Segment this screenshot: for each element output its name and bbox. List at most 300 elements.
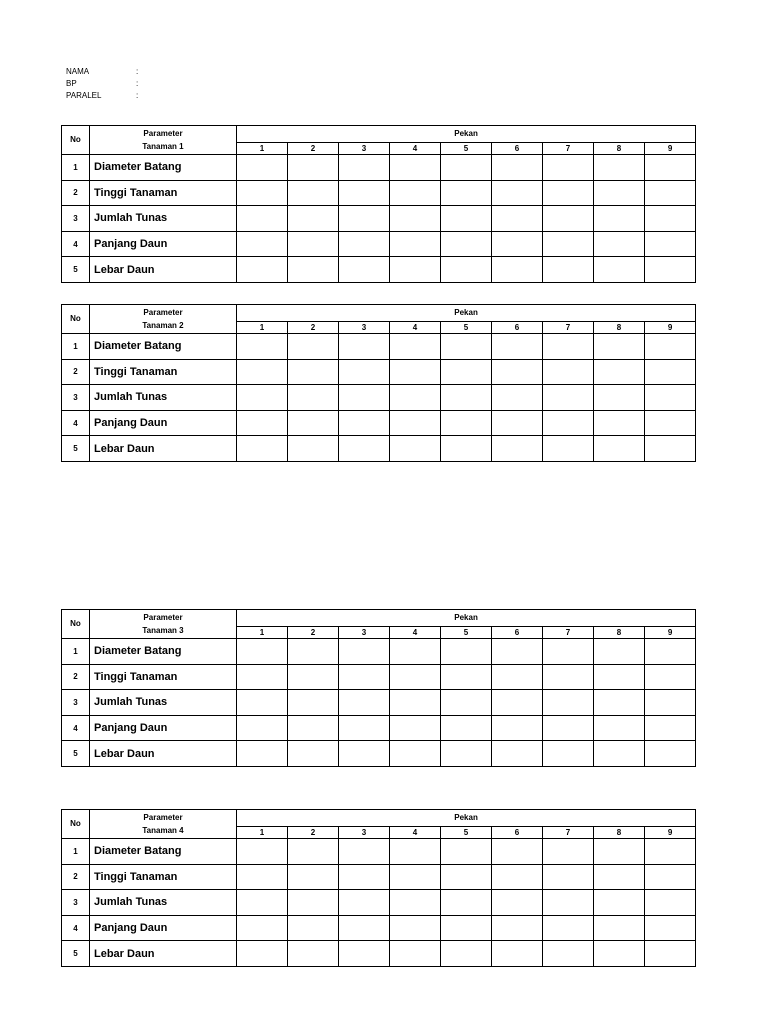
week-header: 8 [594, 322, 645, 334]
parameter-name: Jumlah Tunas [90, 890, 237, 916]
data-cell[interactable] [288, 410, 339, 436]
parameter-name: Jumlah Tunas [90, 385, 237, 411]
data-cell[interactable] [288, 864, 339, 890]
week-header: 7 [543, 627, 594, 639]
table-row [62, 180, 696, 206]
info-label: NAMA [66, 67, 90, 76]
data-cell[interactable] [288, 715, 339, 741]
no-header: No [62, 610, 90, 639]
data-cell[interactable] [339, 334, 390, 360]
row-number: 4 [62, 231, 90, 257]
data-cell[interactable] [288, 385, 339, 411]
data-cell[interactable] [237, 231, 288, 257]
parameter-name: Lebar Daun [90, 941, 237, 967]
table-row [62, 941, 696, 967]
parameter-name: Diameter Batang [90, 155, 237, 181]
data-cell[interactable] [237, 941, 288, 967]
data-cell[interactable] [492, 436, 543, 462]
data-cell[interactable] [492, 839, 543, 865]
data-cell[interactable] [594, 155, 645, 181]
data-cell[interactable] [543, 915, 594, 941]
data-cell[interactable] [543, 334, 594, 360]
data-cell[interactable] [237, 359, 288, 385]
data-cell[interactable] [288, 664, 339, 690]
data-cell[interactable] [645, 155, 696, 181]
data-cell[interactable] [645, 690, 696, 716]
data-cell[interactable] [390, 206, 441, 232]
data-cell[interactable] [594, 890, 645, 916]
data-cell[interactable] [441, 155, 492, 181]
data-cell[interactable] [543, 410, 594, 436]
data-cell[interactable] [339, 639, 390, 665]
week-header: 3 [339, 322, 390, 334]
parameter-name: Panjang Daun [90, 231, 237, 257]
plant-label: Tanaman 1 [142, 142, 184, 151]
week-header: 7 [543, 827, 594, 839]
week-header: 1 [237, 627, 288, 639]
data-cell[interactable] [645, 890, 696, 916]
data-cell[interactable] [441, 410, 492, 436]
data-cell[interactable] [645, 664, 696, 690]
parameter-name: Lebar Daun [90, 257, 237, 283]
week-header: 2 [288, 322, 339, 334]
parameter-header [90, 126, 237, 155]
week-header: 5 [441, 322, 492, 334]
week-header: 9 [645, 322, 696, 334]
data-cell[interactable] [543, 359, 594, 385]
week-header: 7 [543, 143, 594, 155]
data-cell[interactable] [645, 385, 696, 411]
data-cell[interactable] [390, 864, 441, 890]
data-cell[interactable] [237, 839, 288, 865]
data-cell[interactable] [390, 155, 441, 181]
plant-label: Tanaman 2 [142, 321, 184, 330]
parameter-name: Lebar Daun [90, 436, 237, 462]
parameter-label: Parameter [143, 813, 183, 822]
parameter-label: Parameter [143, 613, 183, 622]
data-cell[interactable] [492, 257, 543, 283]
data-cell[interactable] [237, 715, 288, 741]
week-header: 4 [390, 143, 441, 155]
row-number: 4 [62, 915, 90, 941]
data-cell[interactable] [237, 690, 288, 716]
info-label: BP [66, 79, 77, 88]
data-cell[interactable] [594, 715, 645, 741]
data-cell[interactable] [390, 410, 441, 436]
week-header: 3 [339, 143, 390, 155]
parameter-header [90, 305, 237, 334]
data-cell[interactable] [237, 639, 288, 665]
data-cell[interactable] [543, 639, 594, 665]
data-cell[interactable] [390, 915, 441, 941]
week-header: 2 [288, 627, 339, 639]
observation-table-2 [61, 304, 696, 462]
data-cell[interactable] [237, 864, 288, 890]
data-cell[interactable] [594, 941, 645, 967]
data-cell[interactable] [441, 915, 492, 941]
data-cell[interactable] [390, 334, 441, 360]
data-cell[interactable] [339, 257, 390, 283]
data-cell[interactable] [645, 864, 696, 890]
parameter-name: Panjang Daun [90, 715, 237, 741]
data-cell[interactable] [645, 206, 696, 232]
data-cell[interactable] [339, 715, 390, 741]
data-cell[interactable] [288, 206, 339, 232]
data-cell[interactable] [594, 639, 645, 665]
data-cell[interactable] [390, 385, 441, 411]
week-header: 8 [594, 827, 645, 839]
parameter-name: Jumlah Tunas [90, 690, 237, 716]
week-header: 4 [390, 322, 441, 334]
row-number: 5 [62, 741, 90, 767]
week-header: 5 [441, 827, 492, 839]
data-cell[interactable] [543, 890, 594, 916]
parameter-name: Jumlah Tunas [90, 206, 237, 232]
data-cell[interactable] [288, 741, 339, 767]
data-cell[interactable] [594, 206, 645, 232]
data-cell[interactable] [237, 915, 288, 941]
data-cell[interactable] [390, 436, 441, 462]
pekan-header: Pekan [237, 810, 696, 827]
data-cell[interactable] [339, 915, 390, 941]
week-header: 6 [492, 627, 543, 639]
row-number: 1 [62, 839, 90, 865]
week-header: 1 [237, 322, 288, 334]
row-number: 5 [62, 941, 90, 967]
data-cell[interactable] [594, 257, 645, 283]
data-cell[interactable] [288, 334, 339, 360]
data-cell[interactable] [441, 690, 492, 716]
data-cell[interactable] [390, 941, 441, 967]
week-header: 5 [441, 627, 492, 639]
table-row [62, 639, 696, 665]
table-row [62, 334, 696, 360]
data-cell[interactable] [237, 410, 288, 436]
data-cell[interactable] [594, 231, 645, 257]
no-header: No [62, 126, 90, 155]
data-cell[interactable] [492, 741, 543, 767]
week-header: 6 [492, 143, 543, 155]
data-cell[interactable] [543, 206, 594, 232]
info-row-paralel [66, 90, 146, 102]
row-number: 1 [62, 155, 90, 181]
parameter-name: Diameter Batang [90, 839, 237, 865]
table-row [62, 839, 696, 865]
pekan-header: Pekan [237, 126, 696, 143]
data-cell[interactable] [237, 385, 288, 411]
week-header: 7 [543, 322, 594, 334]
data-cell[interactable] [594, 385, 645, 411]
data-cell[interactable] [492, 864, 543, 890]
data-cell[interactable] [543, 385, 594, 411]
parameter-name: Panjang Daun [90, 915, 237, 941]
data-cell[interactable] [237, 436, 288, 462]
data-cell[interactable] [237, 890, 288, 916]
data-cell[interactable] [237, 180, 288, 206]
info-row-bp [66, 78, 146, 90]
data-cell[interactable] [645, 941, 696, 967]
parameter-name: Tinggi Tanaman [90, 359, 237, 385]
table-row [62, 385, 696, 411]
no-header: No [62, 810, 90, 839]
data-cell[interactable] [492, 231, 543, 257]
info-colon: : [136, 67, 139, 76]
week-header: 3 [339, 827, 390, 839]
data-cell[interactable] [390, 664, 441, 690]
data-cell[interactable] [492, 915, 543, 941]
table-row [62, 257, 696, 283]
data-cell[interactable] [543, 839, 594, 865]
data-cell[interactable] [288, 890, 339, 916]
data-cell[interactable] [339, 890, 390, 916]
data-cell[interactable] [288, 436, 339, 462]
row-number: 4 [62, 715, 90, 741]
data-cell[interactable] [390, 690, 441, 716]
data-cell[interactable] [339, 180, 390, 206]
data-cell[interactable] [390, 890, 441, 916]
data-cell[interactable] [492, 180, 543, 206]
week-header: 8 [594, 627, 645, 639]
data-cell[interactable] [594, 864, 645, 890]
student-info [66, 66, 146, 102]
data-cell[interactable] [492, 334, 543, 360]
data-cell[interactable] [339, 741, 390, 767]
data-cell[interactable] [645, 359, 696, 385]
data-cell[interactable] [543, 436, 594, 462]
pekan-header: Pekan [237, 305, 696, 322]
data-cell[interactable] [390, 839, 441, 865]
data-cell[interactable] [339, 664, 390, 690]
week-header: 3 [339, 627, 390, 639]
data-cell[interactable] [441, 180, 492, 206]
data-cell[interactable] [288, 155, 339, 181]
table-row [62, 359, 696, 385]
week-header: 9 [645, 627, 696, 639]
week-header: 2 [288, 827, 339, 839]
row-number: 2 [62, 864, 90, 890]
data-cell[interactable] [390, 257, 441, 283]
data-cell[interactable] [339, 231, 390, 257]
data-cell[interactable] [441, 639, 492, 665]
data-cell[interactable] [492, 890, 543, 916]
row-number: 2 [62, 180, 90, 206]
data-cell[interactable] [492, 941, 543, 967]
observation-table-1 [61, 125, 696, 283]
row-number: 3 [62, 690, 90, 716]
data-cell[interactable] [339, 385, 390, 411]
table-row [62, 690, 696, 716]
data-cell[interactable] [492, 664, 543, 690]
week-header: 8 [594, 143, 645, 155]
data-cell[interactable] [492, 715, 543, 741]
table-row [62, 155, 696, 181]
week-header: 4 [390, 827, 441, 839]
row-number: 1 [62, 334, 90, 360]
row-number: 5 [62, 436, 90, 462]
data-cell[interactable] [288, 257, 339, 283]
data-cell[interactable] [645, 741, 696, 767]
data-cell[interactable] [543, 231, 594, 257]
data-cell[interactable] [492, 206, 543, 232]
data-cell[interactable] [441, 359, 492, 385]
data-cell[interactable] [441, 231, 492, 257]
data-cell[interactable] [543, 715, 594, 741]
row-number: 3 [62, 890, 90, 916]
data-cell[interactable] [594, 410, 645, 436]
data-cell[interactable] [339, 864, 390, 890]
data-cell[interactable] [441, 839, 492, 865]
row-number: 2 [62, 664, 90, 690]
data-cell[interactable] [441, 741, 492, 767]
data-cell[interactable] [594, 741, 645, 767]
data-cell[interactable] [288, 915, 339, 941]
data-cell[interactable] [288, 690, 339, 716]
data-cell[interactable] [645, 180, 696, 206]
data-cell[interactable] [543, 257, 594, 283]
data-cell[interactable] [339, 206, 390, 232]
week-header: 6 [492, 322, 543, 334]
data-cell[interactable] [339, 410, 390, 436]
parameter-name: Diameter Batang [90, 334, 237, 360]
data-cell[interactable] [594, 359, 645, 385]
table-row [62, 741, 696, 767]
info-colon: : [136, 91, 139, 100]
data-cell[interactable] [492, 359, 543, 385]
data-cell[interactable] [288, 231, 339, 257]
data-cell[interactable] [645, 334, 696, 360]
data-cell[interactable] [645, 257, 696, 283]
table-row [62, 915, 696, 941]
data-cell[interactable] [339, 155, 390, 181]
data-cell[interactable] [339, 839, 390, 865]
data-cell[interactable] [645, 231, 696, 257]
data-cell[interactable] [543, 180, 594, 206]
data-cell[interactable] [543, 155, 594, 181]
parameter-label: Parameter [143, 129, 183, 138]
data-cell[interactable] [237, 334, 288, 360]
data-cell[interactable] [543, 690, 594, 716]
data-cell[interactable] [441, 715, 492, 741]
data-cell[interactable] [441, 385, 492, 411]
data-cell[interactable] [441, 864, 492, 890]
parameter-name: Tinggi Tanaman [90, 180, 237, 206]
data-cell[interactable] [390, 741, 441, 767]
parameter-name: Lebar Daun [90, 741, 237, 767]
data-cell[interactable] [339, 359, 390, 385]
week-header: 1 [237, 143, 288, 155]
data-cell[interactable] [441, 890, 492, 916]
parameter-header [90, 810, 237, 839]
data-cell[interactable] [594, 334, 645, 360]
row-number: 4 [62, 410, 90, 436]
data-cell[interactable] [645, 839, 696, 865]
pekan-header: Pekan [237, 610, 696, 627]
data-cell[interactable] [288, 180, 339, 206]
table-row [62, 715, 696, 741]
observation-table-4 [61, 809, 696, 967]
data-cell[interactable] [492, 385, 543, 411]
data-cell[interactable] [441, 941, 492, 967]
data-cell[interactable] [441, 664, 492, 690]
data-cell[interactable] [543, 741, 594, 767]
data-cell[interactable] [390, 715, 441, 741]
data-cell[interactable] [288, 639, 339, 665]
data-cell[interactable] [594, 436, 645, 462]
week-header: 4 [390, 627, 441, 639]
parameter-name: Panjang Daun [90, 410, 237, 436]
data-cell[interactable] [645, 915, 696, 941]
data-cell[interactable] [237, 257, 288, 283]
data-cell[interactable] [594, 915, 645, 941]
data-cell[interactable] [543, 941, 594, 967]
data-cell[interactable] [543, 864, 594, 890]
data-cell[interactable] [237, 206, 288, 232]
data-cell[interactable] [288, 839, 339, 865]
data-cell[interactable] [441, 206, 492, 232]
data-cell[interactable] [594, 180, 645, 206]
table-row [62, 864, 696, 890]
week-header: 2 [288, 143, 339, 155]
data-cell[interactable] [645, 639, 696, 665]
no-header: No [62, 305, 90, 334]
data-cell[interactable] [288, 941, 339, 967]
data-cell[interactable] [288, 359, 339, 385]
data-cell[interactable] [492, 690, 543, 716]
data-cell[interactable] [339, 941, 390, 967]
data-cell[interactable] [492, 639, 543, 665]
week-header: 9 [645, 143, 696, 155]
data-cell[interactable] [645, 436, 696, 462]
data-cell[interactable] [594, 664, 645, 690]
data-cell[interactable] [390, 231, 441, 257]
data-cell[interactable] [441, 257, 492, 283]
week-header: 9 [645, 827, 696, 839]
week-header: 1 [237, 827, 288, 839]
info-row-nama [66, 66, 146, 78]
parameter-name: Diameter Batang [90, 639, 237, 665]
data-cell[interactable] [390, 639, 441, 665]
parameter-label: Parameter [143, 308, 183, 317]
data-cell[interactable] [645, 715, 696, 741]
data-cell[interactable] [339, 690, 390, 716]
info-label: PARALEL [66, 91, 102, 100]
table-row [62, 231, 696, 257]
data-cell[interactable] [441, 334, 492, 360]
data-cell[interactable] [339, 436, 390, 462]
data-cell[interactable] [543, 664, 594, 690]
table-row [62, 206, 696, 232]
parameter-header [90, 610, 237, 639]
data-cell[interactable] [390, 359, 441, 385]
data-cell[interactable] [594, 690, 645, 716]
row-number: 3 [62, 206, 90, 232]
table-row [62, 436, 696, 462]
data-cell[interactable] [441, 436, 492, 462]
data-cell[interactable] [645, 410, 696, 436]
week-header: 6 [492, 827, 543, 839]
table-row [62, 890, 696, 916]
data-cell[interactable] [492, 410, 543, 436]
data-cell[interactable] [390, 180, 441, 206]
table-row [62, 664, 696, 690]
data-cell[interactable] [237, 155, 288, 181]
data-cell[interactable] [492, 155, 543, 181]
data-cell[interactable] [237, 664, 288, 690]
row-number: 1 [62, 639, 90, 665]
data-cell[interactable] [237, 741, 288, 767]
plant-label: Tanaman 4 [142, 826, 184, 835]
data-cell[interactable] [594, 839, 645, 865]
